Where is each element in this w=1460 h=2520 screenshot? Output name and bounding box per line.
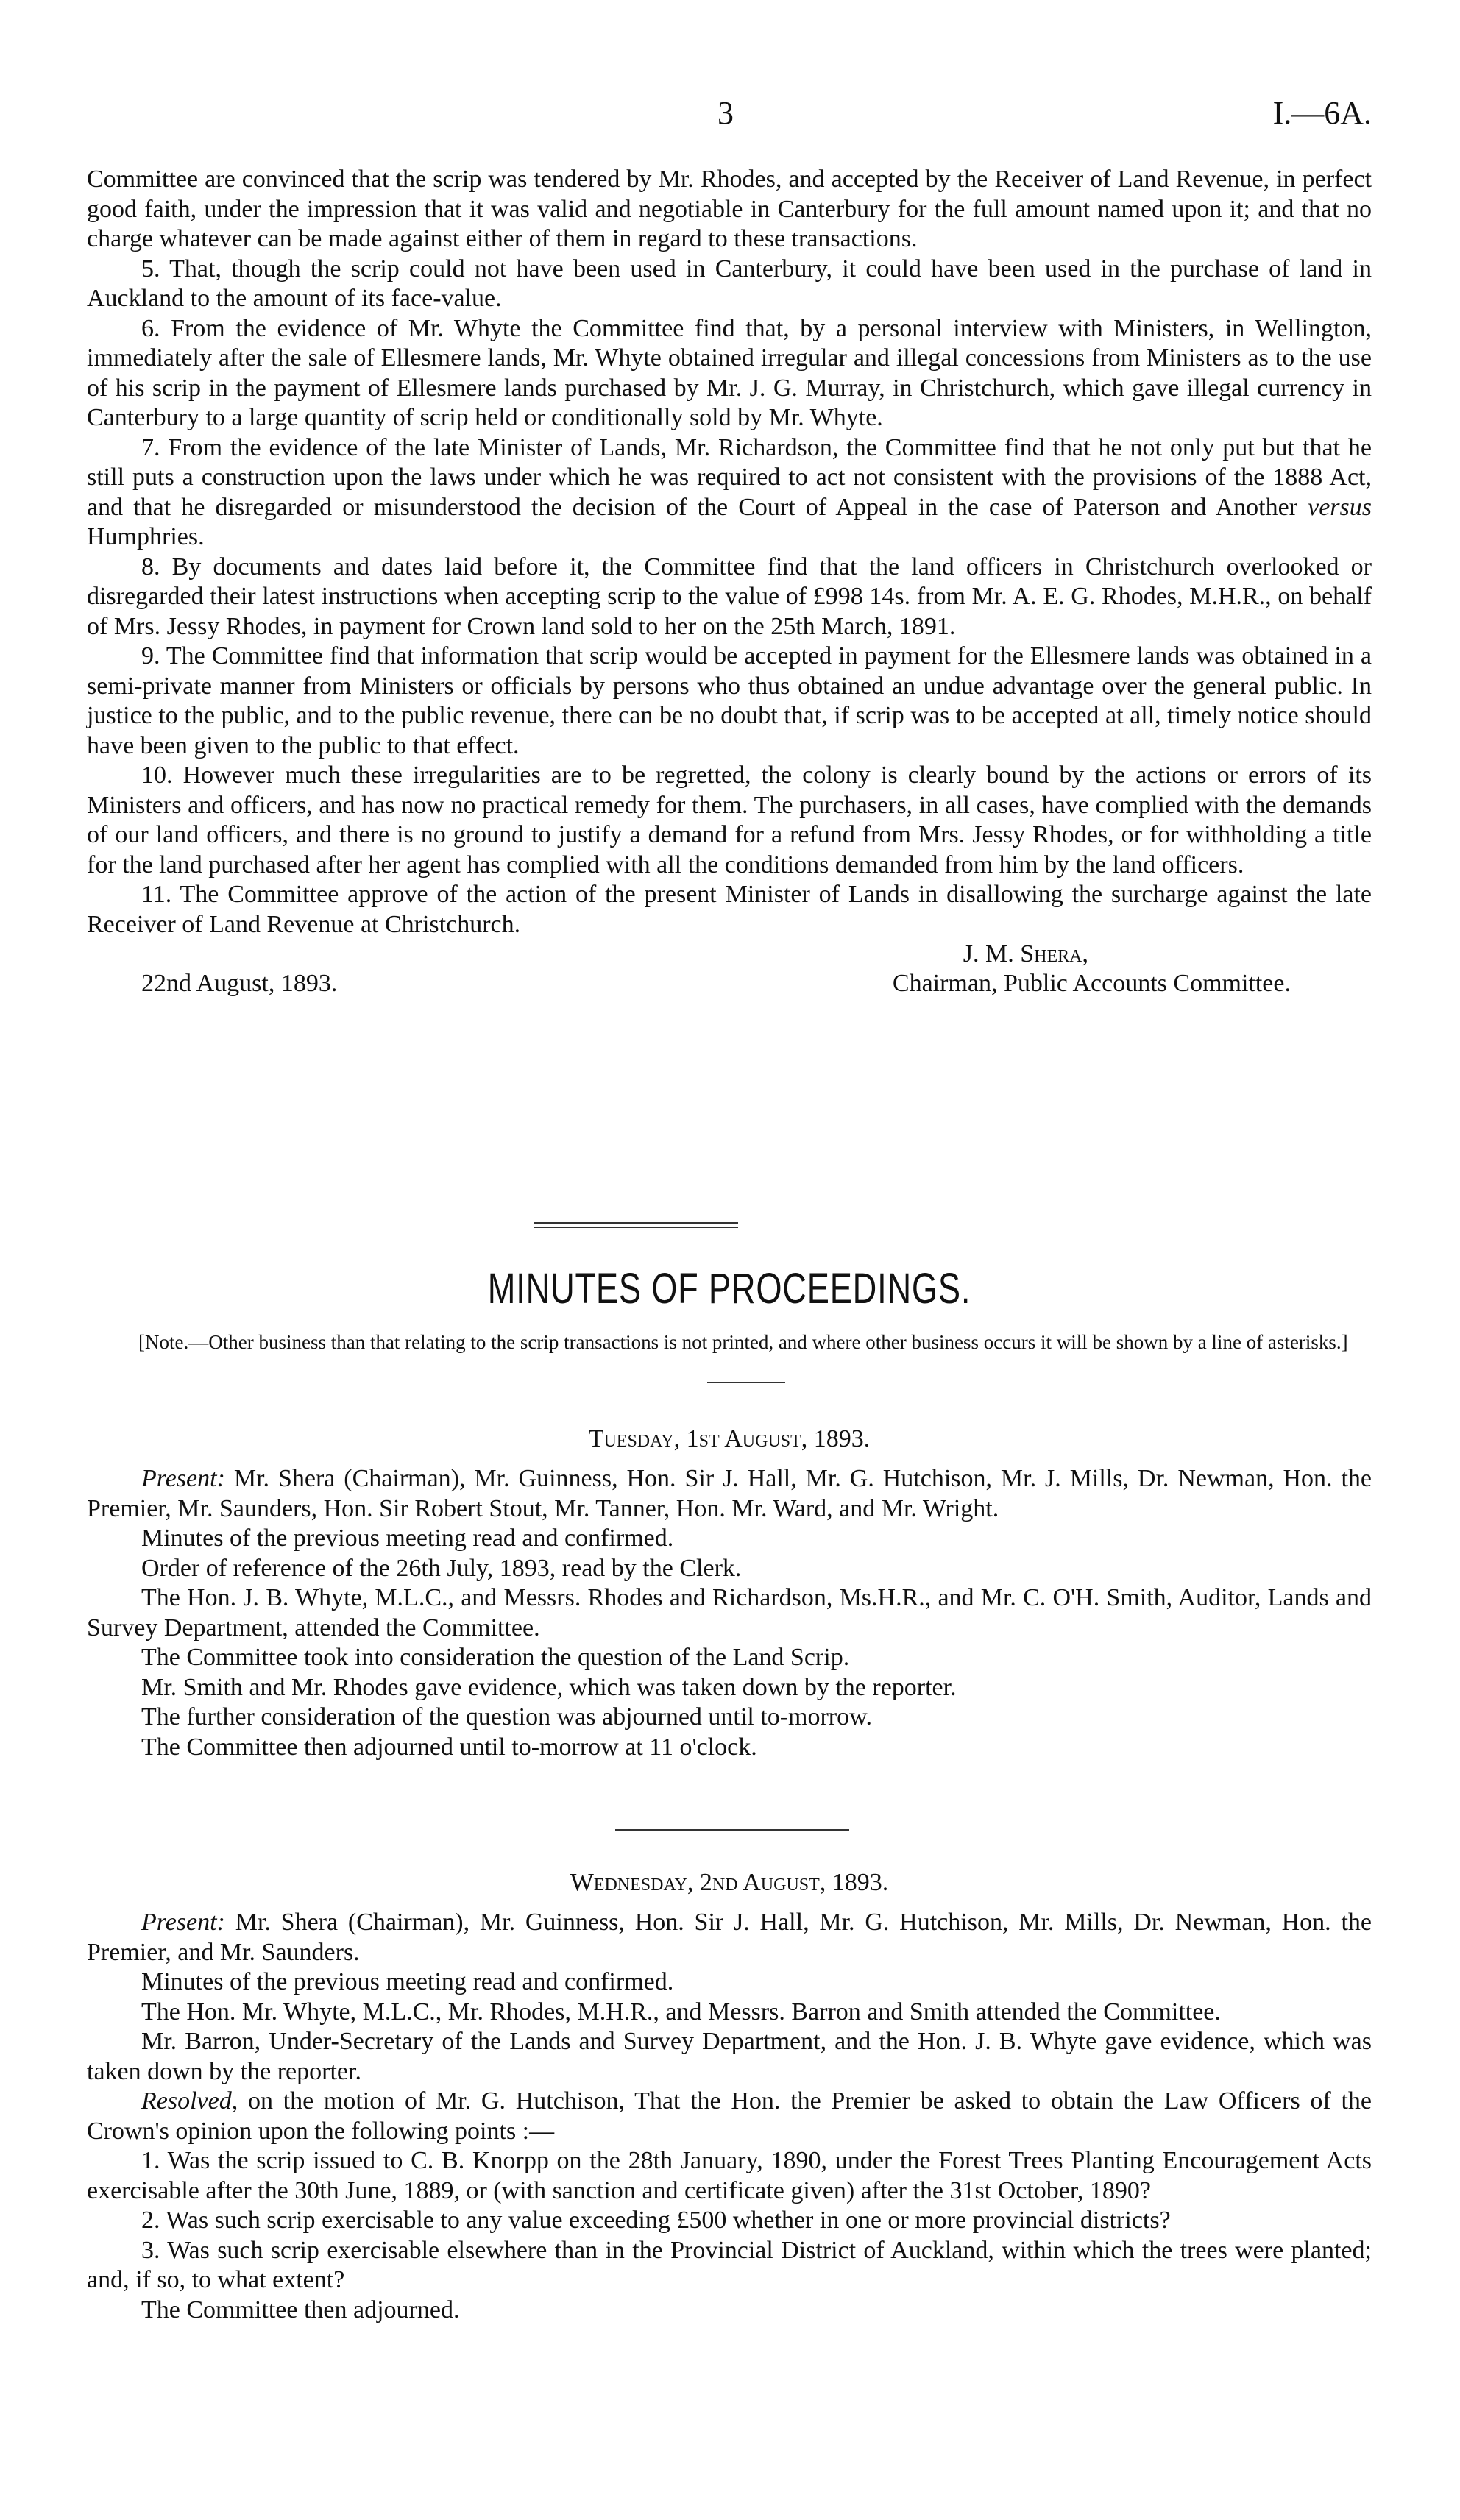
day1-present (87, 1464, 1372, 1524)
present-list: Mr. Shera (Chairman), Mr. Guinness, Hon. Sir J. Hall, Mr. G. Hutchison, Mr. J. Mills, Dr. Newman, Hon. the Premier, Mr. Saunders, Hon. Sir Robert Stout, Mr. Tanner, Hon. Mr. Ward, and Mr. Wright. (87, 1465, 1372, 1522)
resolved-label: Resolved, (141, 2087, 238, 2115)
page-number: 3 (717, 95, 734, 131)
minutes-line: The Hon. J. B. Whyte, M.L.C., and Messrs. Rhodes and Richardson, Ms.H.R., and Mr. C. O'H. Smith, Auditor, Lands and Survey Department, attended the Committee. (87, 1584, 1372, 1641)
minutes-title: MINUTES OF PROCEEDINGS. (487, 1265, 971, 1313)
section-rule (615, 1829, 849, 1831)
signature-title: Chairman, Public Accounts Committee. (892, 970, 1291, 997)
minutes-line: Mr. Smith and Mr. Rhodes gave evidence, which was taken down by the reporter. (141, 1673, 957, 1701)
note-text: [Note.—Other business than that relating to the scrip transactions is not printed, and where other business occurs it will be shown by a line of asterisks.] (138, 1331, 1348, 1353)
double-rule-top (534, 1222, 738, 1224)
page-header (87, 87, 1372, 131)
day1-section (87, 1464, 1372, 1762)
minutes-line: Minutes of the previous meeting read and confirmed. (141, 1968, 674, 1995)
report-paragraph-9: 9. The Committee find that information that scrip would be accepted in payment for the Ellesmere lands was obtained in a semi-private manner from Ministers or officials by persons who thus obtained an undue advantage over the general public. In justice to the public, and to the public revenue, there can be no doubt that, if scrip was to be accepted at all, timely notice should have been given to the public to that effect. (87, 642, 1372, 759)
present-list: Mr. Shera (Chairman), Mr. Guinness, Hon. Sir J. Hall, Mr. G. Hutchison, Mr. Mills, Dr. Newman, Hon. the Premier, and Mr. Saunders. (87, 1909, 1372, 1966)
document-page (87, 0, 1372, 2520)
resolution-point: 3. Was such scrip exercisable elsewhere than in the Provincial District of Auckland, within which the trees were planted; and, if so, to what extent? (87, 2236, 1372, 2293)
report-section (87, 165, 1372, 998)
day2-heading: Wednesday, 2nd August, 1893. (570, 1869, 889, 1896)
resolution-point: 2. Was such scrip exercisable to any value exceeding £500 whether in one or more provincial districts? (141, 2207, 1171, 2234)
signature-name-row (87, 940, 1372, 969)
para-7-versus: versus (1308, 493, 1372, 521)
signature-name: J. M. Shera, (963, 940, 1088, 968)
double-rule-bottom (534, 1227, 738, 1228)
minutes-line: Order of reference of the 26th July, 1893, read by the Clerk. (141, 1554, 742, 1582)
minutes-line: The Committee then adjourned until to-morrow at 11 o'clock. (141, 1733, 757, 1761)
minutes-line: The further consideration of the question was abjourned until to-morrow. (141, 1703, 872, 1731)
present-label: Present: (141, 1909, 225, 1936)
report-date: 22nd August, 1893. (141, 970, 338, 997)
report-paragraph-6: 6. From the evidence of Mr. Whyte the Committee find that, by a personal interview with Ministers, in Wellington, immediately after the sale of Ellesmere lands, Mr. Whyte obtained irregular and illegal concessions from Ministers as to the use of his scrip in the payment of Ellesmere lands purchased by Mr. J. G. Murray, in Christchurch, which gave illegal currency in Canterbury to a large quantity of scrip held or conditionally sold by Mr. Whyte. (87, 314, 1372, 431)
resolution (87, 2087, 1372, 2146)
minutes-closing: The Committee then adjourned. (141, 2296, 460, 2324)
present-label: Present: (141, 1465, 225, 1492)
para-7-end: Humphries. (87, 523, 205, 550)
resolved-text: on the motion of Mr. G. Hutchison, That the Hon. the Premier be asked to obtain the Law Officers of the Crown's opinion upon the following points :— (87, 2087, 1372, 2145)
resolution-point: 1. Was the scrip issued to C. B. Knorpp on the 28th January, 1890, under the Forest Trees Planting Encouragement Acts exercisable after the 30th June, 1889, or (with sanction and certificate given) after the 31st October, 1890? (87, 2147, 1372, 2204)
report-paragraph-11: 11. The Committee approve of the action of the present Minister of Lands in disallowing the surcharge against the late Receiver of Land Revenue at Christchurch. (87, 881, 1372, 938)
short-rule (707, 1382, 785, 1383)
minutes-line: The Hon. Mr. Whyte, M.L.C., Mr. Rhodes, M.H.R., and Messrs. Barron and Smith attended the Committee. (141, 1998, 1221, 2026)
document-reference: I.—6A. (1272, 95, 1372, 131)
report-paragraph-7 (87, 433, 1372, 553)
report-paragraph-5: 5. That, though the scrip could not have been used in Canterbury, it could have been used in the purchase of land in Auckland to the amount of its face-value. (87, 255, 1372, 312)
minutes-note (109, 1330, 1372, 1355)
day1-heading: Tuesday, 1st August, 1893. (588, 1425, 871, 1452)
report-paragraph-8: 8. By documents and dates laid before it, the Committee find that the land officers in Christchurch overlooked or disregarded their latest instructions when accepting scrip to the value of £998 14s. from Mr. A. E. G. Rhodes, M.H.R., on behalf of Mrs. Jessy Rhodes, in payment for Crown land sold to her on the 25th March, 1891. (87, 553, 1372, 640)
signature-date-row (87, 969, 1372, 998)
report-paragraph-10: 10. However much these irregularities are to be regretted, the colony is clearly bound by the actions or errors of its Ministers and officers, and has now no practical remedy for them. The purchasers, in all cases, have complied with the demands of our land officers, and there is no ground to justify a demand for a refund from Mrs. Jessy Rhodes, or for withholding a title for the land purchased after her agent has complied with all the conditions demanded from him by the land officers. (87, 762, 1372, 879)
day2-section (87, 1908, 1372, 2325)
report-paragraph: Committee are convinced that the scrip was tendered by Mr. Rhodes, and accepted by the Receiver of Land Revenue, in perfect good faith, under the impression that it was valid and negotiable in Canterbury for the full amount named upon it; and that no charge whatever can be made against either of them in regard to these transactions. (87, 166, 1372, 252)
para-7-text: 7. From the evidence of the late Minister of Lands, Mr. Richardson, the Committee find that he not only put but that he still puts a construction upon the laws under which he was required to act not consistent with the provisions of the 1888 Act, and that he disregarded or misunderstood the decision of the Court of Appeal in the case of Paterson and Another (87, 433, 1372, 521)
day2-present (87, 1908, 1372, 1967)
minutes-line: The Committee took into consideration the question of the Land Scrip. (141, 1644, 850, 1671)
minutes-line: Minutes of the previous meeting read and confirmed. (141, 1525, 674, 1552)
minutes-line: Mr. Barron, Under-Secretary of the Lands and Survey Department, and the Hon. J. B. Whyte gave evidence, which was taken down by the reporter. (87, 2028, 1372, 2085)
